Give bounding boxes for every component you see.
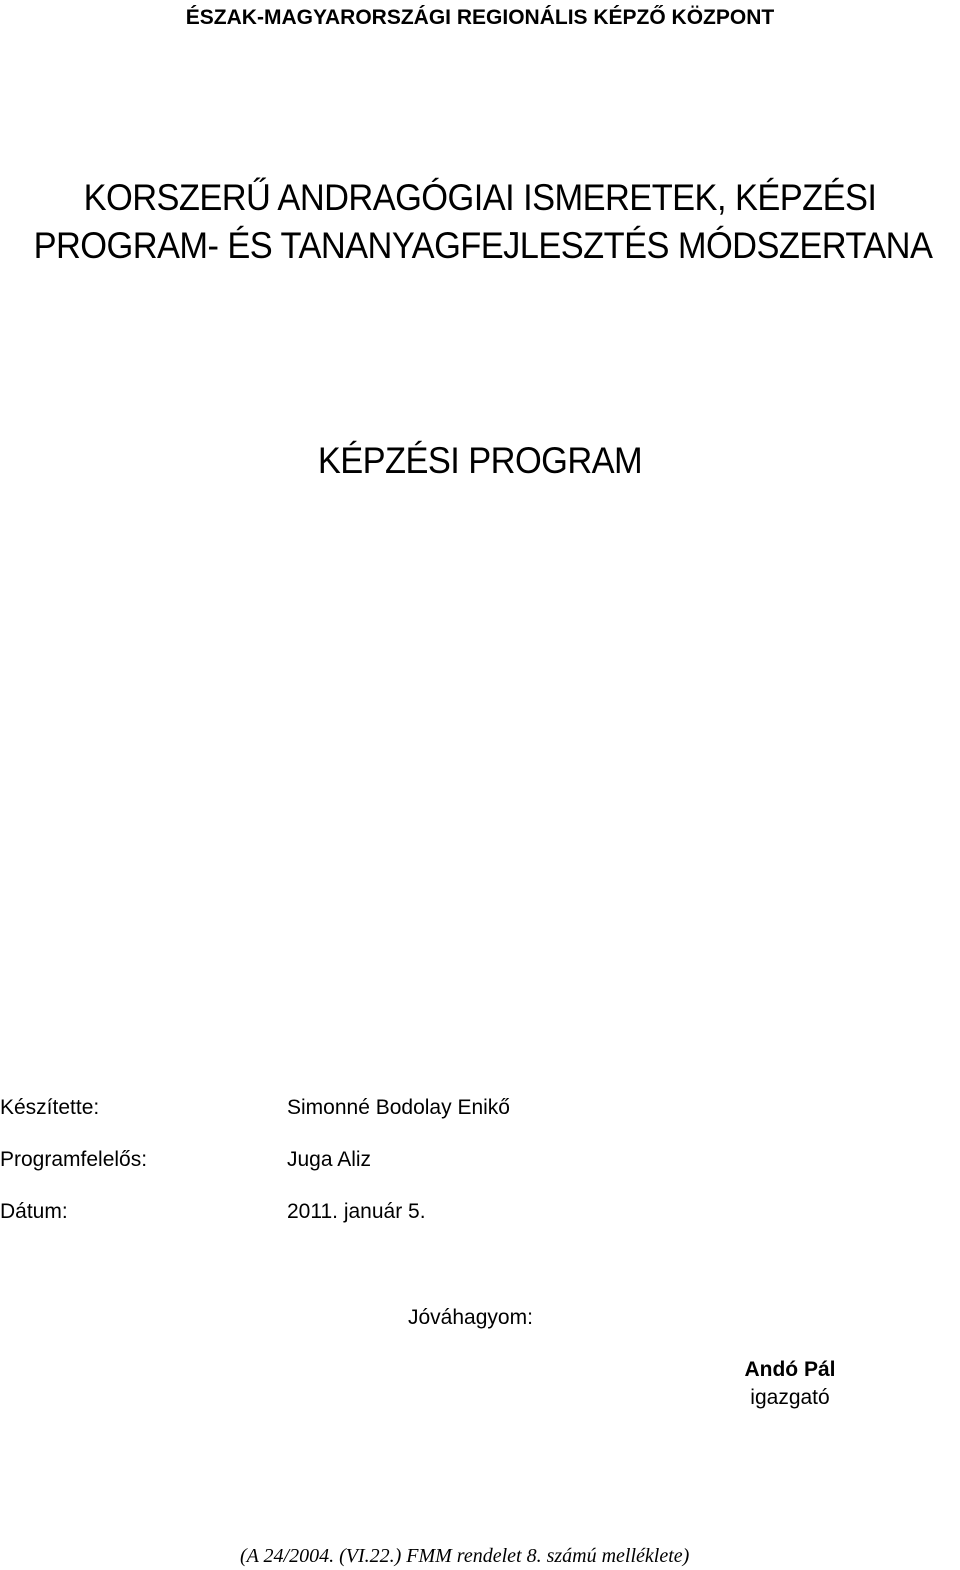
document-title-line-2: PROGRAM- ÉS TANANYAGFEJLESZTÉS MÓDSZERTANA (33, 225, 933, 266)
date-label: Dátum: (0, 1200, 68, 1223)
date-value: 2011. január 5. (287, 1200, 426, 1223)
program-owner-label: Programfelelős: (0, 1148, 148, 1171)
document-title-line-1: KORSZERŰ ANDRAGÓGIAI ISMERETEK, KÉPZÉSI (83, 177, 877, 218)
document-subtitle: KÉPZÉSI PROGRAM (317, 440, 643, 481)
approver-name: Andó Pál (744, 1358, 836, 1381)
author-label: Készítette: (0, 1096, 100, 1119)
organization-name: ÉSZAK-MAGYARORSZÁGI REGIONÁLIS KÉPZŐ KÖZPONT (185, 6, 775, 29)
approver-role: igazgató (750, 1386, 830, 1409)
legal-footnote: (A 24/2004. (VI.22.) FMM rendelet 8. számú melléklete) (240, 1545, 690, 1567)
program-owner-value: Juga Aliz (287, 1148, 372, 1171)
approval-label: Jóváhagyom: (408, 1306, 533, 1329)
author-value: Simonné Bodolay Enikő (287, 1096, 510, 1119)
